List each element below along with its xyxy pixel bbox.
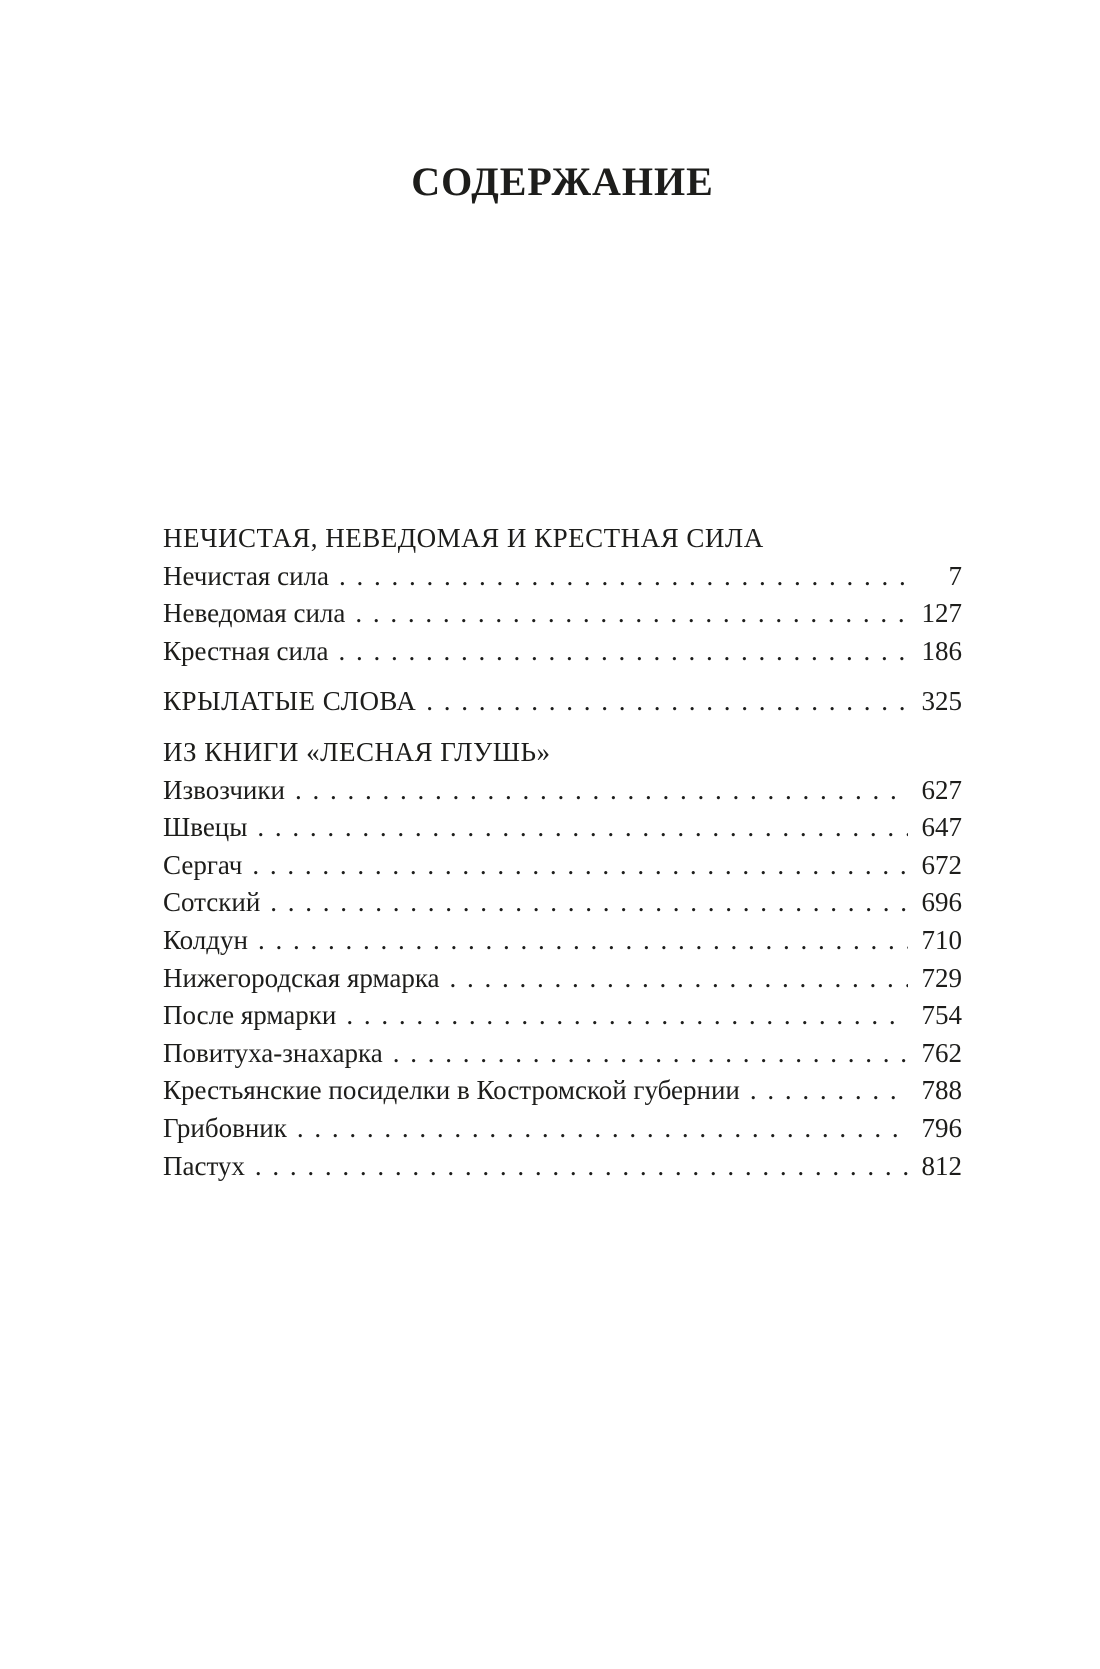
toc-entry-title: Сотский xyxy=(163,887,261,918)
toc-entry-title: Повитуха-знахарка xyxy=(163,1037,383,1068)
toc-entry xyxy=(163,1148,962,1186)
toc-section-heading xyxy=(163,734,962,772)
toc-section xyxy=(163,520,962,670)
toc-entry-title: Извозчики xyxy=(163,774,285,805)
dot-leader xyxy=(295,772,908,810)
toc-entry-page-number: 729 xyxy=(921,962,962,993)
toc-entry-page-number: 754 xyxy=(921,1000,962,1031)
toc-section-heading xyxy=(163,520,962,558)
dot-leader xyxy=(339,558,908,596)
dot-leader xyxy=(338,633,908,671)
toc-entry-page-number: 762 xyxy=(921,1037,962,1068)
toc-entry-title: Сергач xyxy=(163,849,243,880)
toc-entry xyxy=(163,1072,962,1110)
toc-entry-title: Неведомая сила xyxy=(163,598,346,629)
toc-entry xyxy=(163,809,962,847)
toc-entry xyxy=(163,847,962,885)
toc-entry xyxy=(163,558,962,596)
toc-entry-page-number: 796 xyxy=(921,1112,962,1143)
toc-entry-title: Грибовник xyxy=(163,1112,287,1143)
toc-entry xyxy=(163,997,962,1035)
toc-entry-page-number: 647 xyxy=(921,812,962,843)
toc-entry-title: Пастух xyxy=(163,1150,245,1181)
toc-section xyxy=(163,683,962,721)
dot-leader xyxy=(346,997,908,1035)
toc-entry xyxy=(163,884,962,922)
toc-entry-title: Колдун xyxy=(163,924,248,955)
dot-leader xyxy=(255,1148,908,1186)
section-heading-label: НЕЧИСТАЯ, НЕВЕДОМАЯ И КРЕСТНАЯ СИЛА xyxy=(163,523,764,553)
toc-entry-title: Крестьянские посиделки в Костромской губернии xyxy=(163,1075,740,1106)
dot-leader xyxy=(355,595,908,633)
dot-leader xyxy=(426,683,908,721)
toc-entry xyxy=(163,772,962,810)
section-heading-label: КРЫЛАТЫЕ СЛОВА xyxy=(163,686,417,717)
toc-entry xyxy=(163,1035,962,1073)
toc-entry xyxy=(163,1110,962,1148)
toc-section xyxy=(163,734,962,1185)
section-heading-label: ИЗ КНИГИ «ЛЕСНАЯ ГЛУШЬ» xyxy=(163,736,551,767)
toc-entry xyxy=(163,922,962,960)
toc-entry-page-number: 696 xyxy=(921,887,962,918)
toc-entry-page-number: 788 xyxy=(921,1075,962,1106)
dot-leader xyxy=(258,922,908,960)
toc-entry xyxy=(163,595,962,633)
toc-entry-page-number: 186 xyxy=(921,635,962,666)
page-title: СОДЕРЖАНИЕ xyxy=(411,159,714,204)
dot-leader xyxy=(270,884,908,922)
dot-leader xyxy=(393,1035,908,1073)
dot-leader xyxy=(450,960,908,998)
dot-leader xyxy=(252,847,908,885)
toc-entry-title: Нечистая сила xyxy=(163,560,329,591)
toc-entry-page-number: 627 xyxy=(921,774,962,805)
dot-leader xyxy=(750,1072,908,1110)
toc-entry xyxy=(163,960,962,998)
toc-entry-page-number: 672 xyxy=(921,849,962,880)
toc-entry-page-number: 710 xyxy=(921,924,962,955)
toc-entry-title: Нижегородская ярмарка xyxy=(163,962,440,993)
dot-leader xyxy=(297,1110,908,1148)
toc-entry-page-number: 812 xyxy=(921,1150,962,1181)
toc-entry xyxy=(163,633,962,671)
dot-leader xyxy=(257,809,908,847)
toc-entry-page-number: 7 xyxy=(948,560,962,591)
toc-entry-title: Крестная сила xyxy=(163,635,329,666)
toc-section-heading xyxy=(163,683,962,721)
toc-entry-page-number: 127 xyxy=(921,598,962,629)
toc-entry-title: После ярмарки xyxy=(163,1000,337,1031)
toc-entry-page-number: 325 xyxy=(921,686,962,717)
toc-entry-title: Швецы xyxy=(163,812,248,843)
table-of-contents xyxy=(163,520,962,1185)
